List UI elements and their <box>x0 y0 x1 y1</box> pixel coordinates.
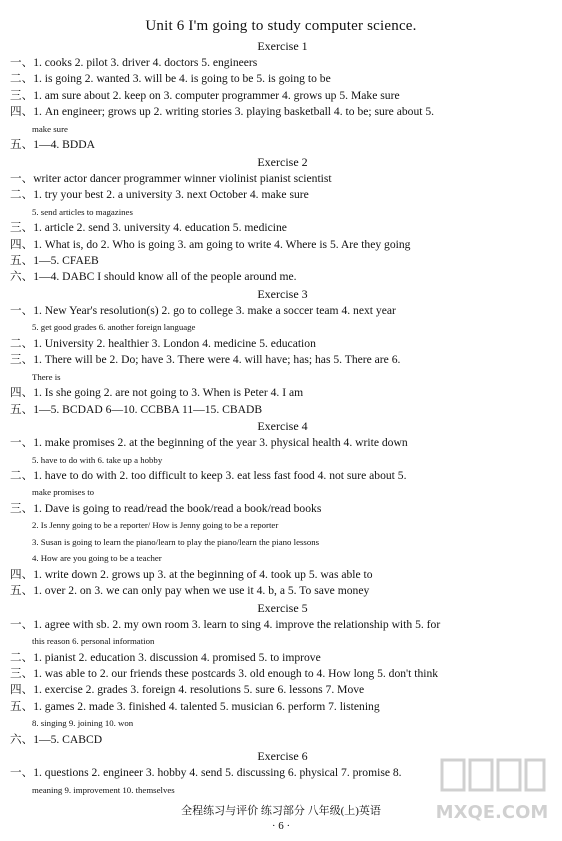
answer-line: 五、1—5. CFAEB <box>10 253 99 267</box>
answer-line: 三、1. am sure about 2. keep on 3. computer programmer 4. grows up 5. Make sure <box>10 88 400 102</box>
page-number: · 6 · <box>271 820 291 832</box>
answer-line: 四、1. An engineer; grows up 2. writing stories 3. playing basketball 4. to be; sure about 5. <box>10 105 435 119</box>
answer-line: 一、1. make promises 2. at the beginning of the year 3. physical health 4. write down <box>10 436 408 450</box>
answer-line: 二、1. is going 2. wanted 3. will be 4. is going to be 5. is going to be <box>10 72 331 86</box>
footer-text: 全程练习与评价 练习部分 八年级(上)英语 <box>181 805 381 817</box>
exercise-heading: Exercise 4 <box>257 419 308 434</box>
answer-line: 5. send articles to magazines <box>32 206 133 217</box>
watermark-logo <box>436 756 548 828</box>
answer-line: 一、1. agree with sb. 2. my own room 3. learn to sing 4. improve the relationship with 5. for <box>10 617 441 631</box>
watermark-text: MXQE.COM <box>436 802 548 823</box>
answer-line: 五、1—4. BDDA <box>10 138 96 152</box>
answer-line: There is <box>32 371 61 382</box>
answer-line: 二、1. have to do with 2. too difficult to keep 3. eat less fast food 4. not sure about 5. <box>10 468 407 482</box>
answer-line: 三、1. There will be 2. Do; have 3. There were 4. will have; has; has 5. There are 6. <box>10 353 401 367</box>
answer-line: 一、1. questions 2. engineer 3. hobby 4. send 5. discussing 6. physical 7. promise 8. <box>10 766 402 780</box>
answer-line: 四、1. exercise 2. grades 3. foreign 4. resolutions 5. sure 6. lessons 7. Move <box>10 683 365 697</box>
exercise-heading: Exercise 3 <box>257 286 308 301</box>
answer-line: 五、1. over 2. on 3. we can only pay when we use it 4. b, a 5. To save money <box>10 584 370 598</box>
exercise-heading: Exercise 6 <box>257 749 308 764</box>
answer-line: 二、1. try your best 2. a university 3. next October 4. make sure <box>10 188 309 202</box>
answer-line: 三、1. article 2. send 3. university 4. education 5. medicine <box>10 221 287 235</box>
answer-line: 五、1. games 2. made 3. finished 4. talented 5. musician 6. perform 7. listening <box>10 699 380 713</box>
answer-line: 六、1—4. DABC I should know all of the people around me. <box>10 270 297 284</box>
answer-line: 5. have to do with 6. take up a hobby <box>32 454 163 465</box>
answer-line: 5. get good grades 6. another foreign language <box>32 322 196 333</box>
answer-line: this reason 6. personal information <box>32 636 155 647</box>
answer-line: 四、1. What is, do 2. Who is going 3. am going to write 4. Where is 5. Are they going <box>10 237 411 251</box>
answer-line: 六、1—5. CABCD <box>10 732 103 746</box>
exercise-heading: Exercise 2 <box>257 154 308 169</box>
answer-line: 四、1. Is she going 2. are not going to 3. When is Peter 4. I am <box>10 386 304 400</box>
exercise-heading: Exercise 1 <box>257 39 308 53</box>
answer-line: meaning 9. improvement 10. themselves <box>32 784 175 795</box>
answer-line: 4. How are you going to be a teacher <box>32 553 162 564</box>
answer-line: make sure <box>32 123 68 134</box>
answer-line: 四、1. write down 2. grows up 3. at the beginning of 4. took up 5. was able to <box>10 567 373 581</box>
answer-line: 一、writer actor dancer programmer winner violinist pianist scientist <box>10 171 332 185</box>
answer-line: 二、1. University 2. healthier 3. London 4. medicine 5. education <box>10 336 316 350</box>
unit-title: Unit 6 I'm going to study computer science. <box>145 18 417 34</box>
exercise-heading: Exercise 5 <box>257 600 308 615</box>
answer-line: 8. singing 9. joining 10. won <box>32 718 134 729</box>
answer-line: 一、1. cooks 2. pilot 3. driver 4. doctors 5. engineers <box>10 56 258 69</box>
answer-line: 三、1. Dave is going to read/read the book/read a book/read books <box>10 501 322 515</box>
answer-line: 二、1. pianist 2. education 3. discussion 4. promised 5. to improve <box>10 650 321 664</box>
answer-line: 3. Susan is going to learn the piano/learn to play the piano/learn the piano lessons <box>32 536 320 547</box>
answer-line: 一、1. New Year's resolution(s) 2. go to college 3. make a soccer team 4. next year <box>10 303 396 317</box>
answer-line: 三、1. was able to 2. our friends these postcards 3. old enough to 4. How long 5. don't think <box>10 666 439 680</box>
watermark-icon <box>436 756 548 828</box>
answer-line: make promises to <box>32 487 95 498</box>
answer-line: 五、1—5. BCDAD 6—10. CCBBA 11—15. CBADB <box>10 402 263 416</box>
answer-line: 2. Is Jenny going to be a reporter/ How is Jenny going to be a reporter <box>32 520 279 531</box>
answer-content <box>10 38 555 798</box>
